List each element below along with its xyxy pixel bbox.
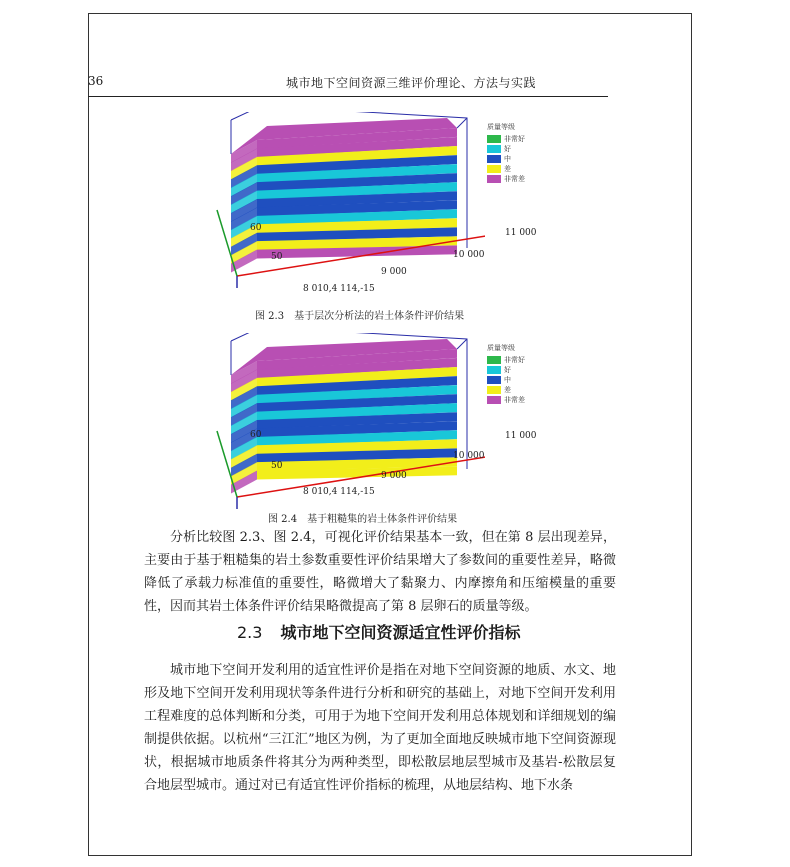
legend-item — [487, 164, 557, 174]
x-tick-label: 11 000 — [505, 228, 537, 238]
page-header — [88, 72, 608, 97]
y-tick-label: 50 — [271, 461, 283, 471]
legend — [487, 122, 557, 184]
running-title: 城市地下空间资源三维评价理论、方法与实践 — [286, 76, 537, 90]
legend-item — [487, 174, 557, 184]
legend-swatch — [487, 135, 501, 143]
y-tick-label: 60 — [250, 430, 262, 440]
figure-caption: 图 2.4 基于粗糙集的岩土体条件评价结果 — [268, 514, 458, 525]
legend-title: 质量等级 — [487, 344, 515, 352]
legend-label: 差 — [504, 165, 511, 173]
legend-item — [487, 365, 557, 375]
legend-title: 质量等级 — [487, 123, 515, 131]
figure-2-3 — [165, 112, 545, 302]
body-paragraph: 分析比较图 2.3、图 2.4，可视化评价结果基本一致，但在第 8 层出现差异，主要由于基于粗糙集的岩土参数重要性评价结果增大了参数间的重要性差异，略微降低了承载力标准值的重要性，略微增大了黏聚力、内摩擦角和压缩模量的重要性，因而其岩土体条件评价结果略微提高了第 8 层卵石的质量等级。 — [144, 530, 616, 614]
y-tick-label: 60 — [250, 223, 262, 233]
x-tick-label: 11 000 — [505, 431, 537, 441]
legend-swatch — [487, 356, 501, 364]
legend-item — [487, 134, 557, 144]
legend-item — [487, 144, 557, 154]
block-layers — [231, 339, 457, 494]
body-paragraph: 城市地下空间开发利用的适宜性评价是指在对地下空间资源的地质、水文、地形及地下空间开发利用现状等条件进行分析和研究的基础上，对地下空间开发利用工程难度的总体判断和分类，可用于为地下空间开发利用总体规划和详细规划的编制提供依据。以杭州“三江汇”地区为例，为了更加全面地反映城市地下空间资源现状，根据城市地质条件将其分为两种类型，即松散层地层型城市及基岩-松散层复合地层型城市。通过对已有适宜性评价指标的梳理，从地层结构、地下水条 — [144, 663, 616, 793]
legend-label: 差 — [504, 386, 511, 394]
legend-swatch — [487, 175, 501, 183]
legend-label: 非常差 — [504, 175, 525, 183]
legend-swatch — [487, 396, 501, 404]
figure-2-4 — [165, 333, 545, 523]
origin-label: 8 010,4 114,-15 — [303, 487, 375, 497]
x-tick-label: 9 000 — [381, 471, 407, 481]
origin-label: 8 010,4 114,-15 — [303, 284, 375, 294]
x-tick-label: 10 000 — [453, 250, 485, 260]
legend-item — [487, 395, 557, 405]
legend-label: 非常好 — [504, 356, 525, 364]
section-title: 城市地下空间资源适宜性评价指标 — [280, 623, 521, 642]
legend-item — [487, 385, 557, 395]
block-diagram — [165, 112, 485, 302]
legend-swatch — [487, 376, 501, 384]
legend-item — [487, 154, 557, 164]
legend-label: 非常好 — [504, 135, 525, 143]
figure-caption: 图 2.3 基于层次分析法的岩土体条件评价结果 — [255, 311, 465, 322]
legend-item — [487, 375, 557, 385]
y-tick-label: 50 — [271, 252, 283, 262]
legend-item — [487, 355, 557, 365]
legend-swatch — [487, 145, 501, 153]
legend-label: 非常差 — [504, 396, 525, 404]
section-number: 2.3 — [237, 623, 263, 642]
block-layers — [231, 118, 457, 273]
legend-label: 好 — [504, 145, 511, 153]
legend-swatch — [487, 386, 501, 394]
section-heading — [237, 620, 520, 643]
legend-swatch — [487, 165, 501, 173]
legend — [487, 343, 557, 405]
page-number: 36 — [88, 74, 104, 88]
legend-label: 好 — [504, 366, 511, 374]
x-tick-label: 9 000 — [381, 267, 407, 277]
x-tick-label: 10 000 — [453, 451, 485, 461]
legend-swatch — [487, 155, 501, 163]
legend-label: 中 — [504, 155, 511, 163]
legend-swatch — [487, 366, 501, 374]
legend-label: 中 — [504, 376, 511, 384]
